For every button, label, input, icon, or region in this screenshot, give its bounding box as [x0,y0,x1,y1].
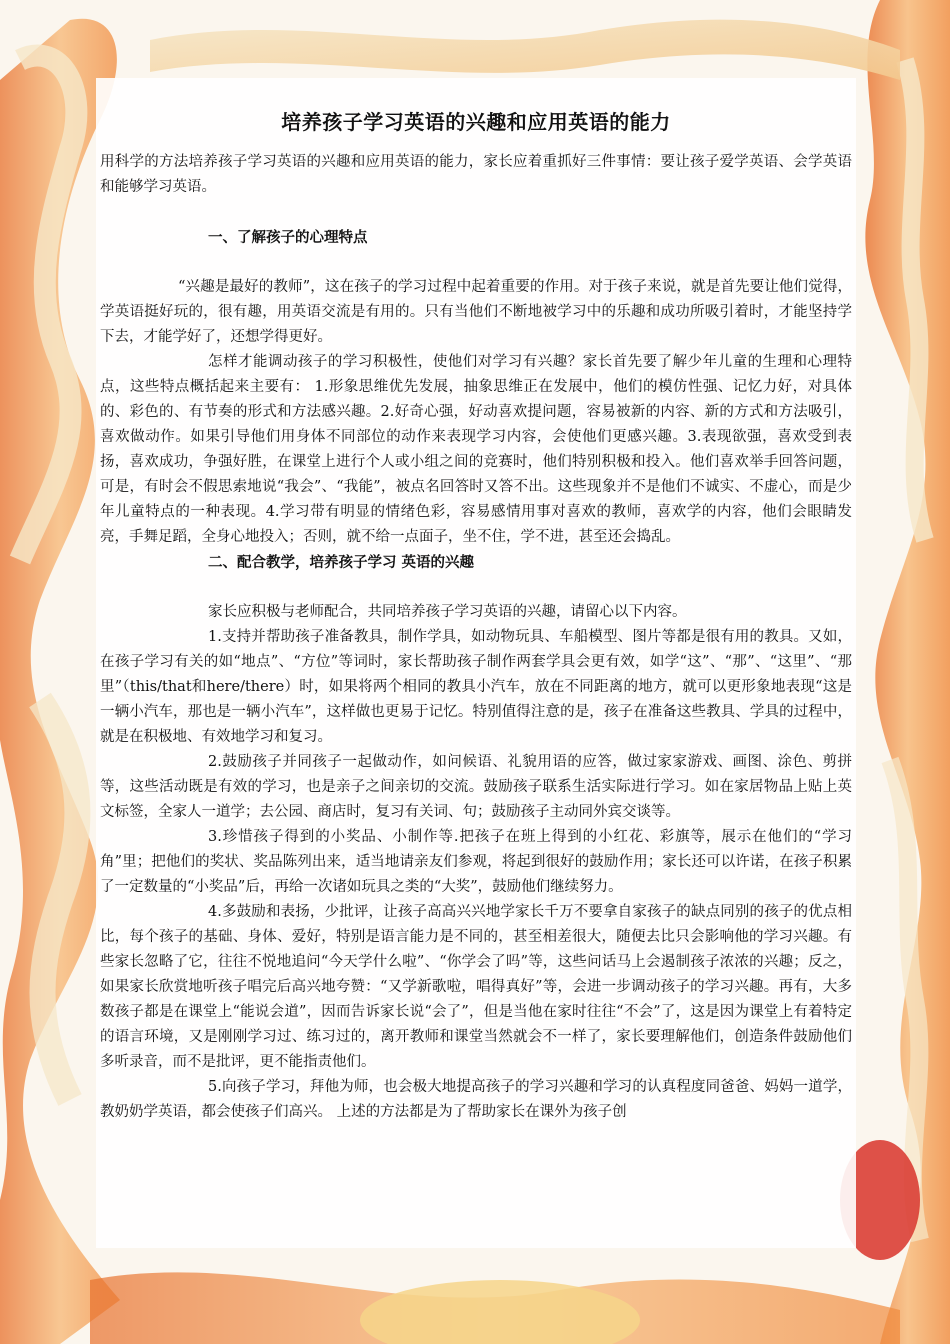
intro-paragraph: 用科学的方法培养孩子学习英语的兴趣和应用英语的能力，家长应着重抓好三件事情：要让孩子爱学英语、会学英语和能够学习英语。 [100,154,852,195]
document-body [100,108,852,1125]
section2-paragraph-3: 3.珍惜孩子得到的小奖品、小制作等.把孩子在班上得到的小红花、彩旗等，展示在他们的“学习角”里；把他们的奖状、奖品陈列出来，适当地请亲友们参观，将起到很好的鼓励作用；家长还可以许诺，在孩子积累了一定数量的“小奖品”后，再给一次诸如玩具之类的“大奖”，鼓励他们继续努力。 [100,829,852,895]
section1-paragraph-2: 怎样才能调动孩子的学习积极性，使他们对学习有兴趣？家长首先要了解少年儿童的生理和心理特点，这些特点概括起来主要有： 1.形象思维优先发展，抽象思维正在发展中，他们的模仿性强、记忆力好，对具体的、彩色的、有节奏的形式和方法感兴趣。2.好奇心强，好动喜欢提问题，容易被新的内容、新的方式和方法吸引，喜欢做动作。如果引导他们用身体不同部位的动作来表现学习内容，会使他们更感兴趣。3.表现欲强，喜欢受到表扬，喜欢成功，争强好胜，在课堂上进行个人或小组之间的竞赛时，他们特别积极和投入。他们喜欢举手回答问题，可是，有时会不假思索地说“我会”、“我能”，被点名回答时又答不出。这些现象并不是他们不诚实、不虚心，而是少年儿童特点的一种表现。4.学习带有明显的情绪色彩，容易感情用事对喜欢的教师，喜欢学的内容，他们会眼睛发亮，手舞足蹈，全身心地投入；否则，就不给一点面子，坐不住，学不进，甚至还会捣乱。 [100,354,852,545]
section2-paragraph-0: 家长应积极与老师配合，共同培养孩子学习英语的兴趣，请留心以下内容。 [208,604,687,620]
section2-heading: 二、配合教学，培养孩子学习 英语的兴趣 [208,554,475,571]
section2-paragraph-1: 1.支持并帮助孩子准备教具，制作学具，如动物玩具、车船模型、图片等都是很有用的教具。又如，在孩子学习有关的如“地点”、“方位”等词时，家长帮助孩子制作两套学具会更有效，如学“这”、“那”、“这里”、“那里”（this/that和here/there）时，如果将两个相同的教具小汽车，放在不同距离的地方，就可以更形象地表现“这是一辆小汽车，那也是一辆小汽车”，这样做也更易于记忆。特别值得注意的是，孩子在准备这些教具、学具的过程中，就是在积极地、有效地学习和复习。 [100,629,852,745]
section2-paragraph-2: 2.鼓励孩子并同孩子一起做动作，如问候语、礼貌用语的应答，做过家家游戏、画图、涂色、剪拼等，这些活动既是有效的学习，也是亲子之间亲切的交流。鼓励孩子联系生活实际进行学习。如在家居物品上贴上英文标签，全家人一道学；去公园、商店时，复习有关词、句；鼓励孩子主动同外宾交谈等。 [100,754,852,820]
ribbon-top [150,20,900,80]
document-title: 培养孩子学习英语的兴趣和应用英语的能力 [281,110,671,134]
section2-paragraph-4: 4.多鼓励和表扬，少批评，让孩子高高兴兴地学家长千万不要拿自家孩子的缺点同别的孩子的优点相比，每个孩子的基础、身体、爱好，特别是语言能力是不同的，甚至相差很大，随便去比只会影响他的学习兴趣。有些家长忽略了它，往往不悦地追问“今天学什么啦”、“你学会了吗”等，这些问话马上会遏制孩子浓浓的兴趣；反之，如果家长欣赏地听孩子唱完后高兴地夸赞：“又学新歌啦，唱得真好”等，会进一步调动孩子的学习兴趣。再有，大多数孩子都是在课堂上“能说会道”，因而告诉家长说“会了”，但是当他在家时往往“不会”了，这是因为课堂上有着特定的语言环境，又是刚刚学习过、练习过的，离开教师和课堂当然就会不一样了，家长要理解他们，创造条件鼓励他们多听录音，而不是批评，更不能指责他们。 [100,904,852,1070]
section1-paragraph-1: “兴趣是最好的教师”，这在孩子的学习过程中起着重要的作用。对于孩子来说，就是首先要让他们觉得，学英语挺好玩的，很有趣，用英语交流是有用的。只有当他们不断地被学习中的乐趣和成功所吸引着时，才能坚持学下去，才能学好了，还想学得更好。 [100,279,852,345]
section1-heading: 一、了解孩子的心理特点 [208,229,368,246]
section2-paragraph-5: 5.向孩子学习，拜他为师，也会极大地提高孩子的学习兴趣和学习的认真程度同爸爸、妈妈一道学，教奶奶学英语，都会使孩子们高兴。 上述的方法都是为了帮助家长在课外为孩子创 [100,1079,852,1120]
